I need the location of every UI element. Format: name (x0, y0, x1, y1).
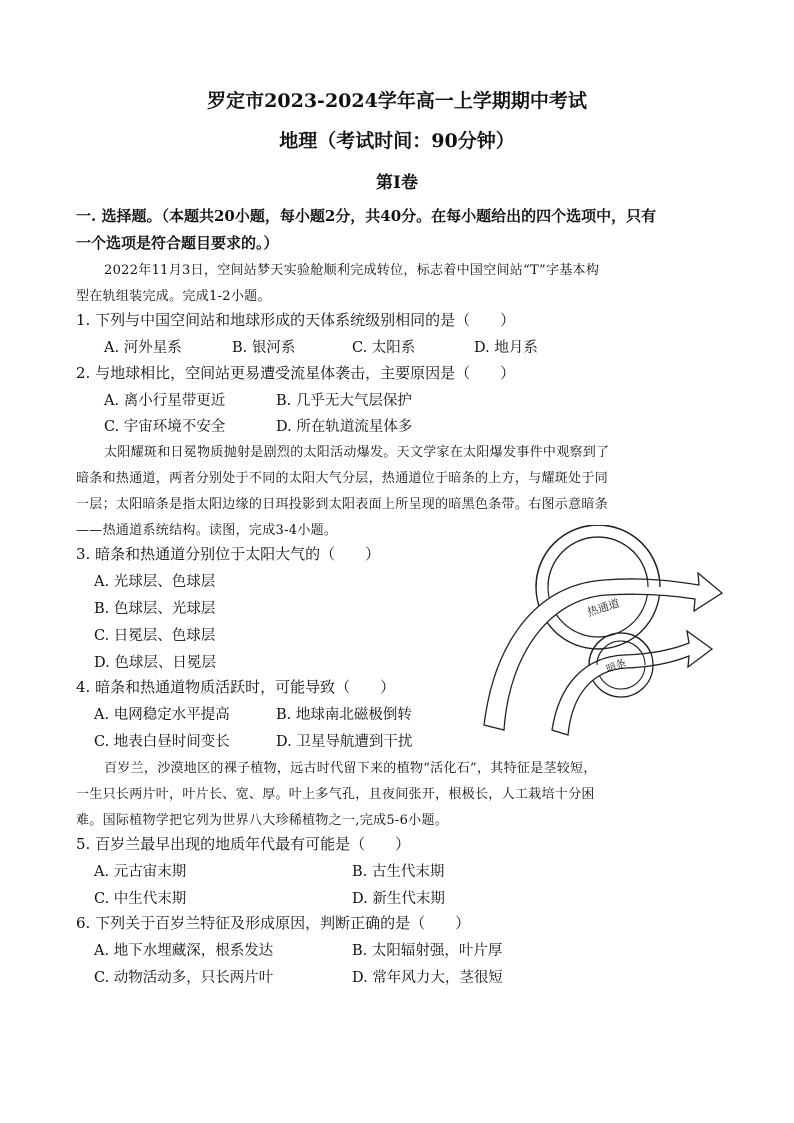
q6-option-d: D. 常年风力大，茎很短 (352, 970, 503, 986)
q2-option-a: A. 离小行星带更近 (104, 393, 226, 409)
q4-stem: 4. 暗条和热通道物质活跃时，可能导致（ ） (76, 678, 396, 696)
q5-option-d: D. 新生代末期 (352, 891, 445, 907)
section-instruction-line1: 一. 选择题。（本题共20小题，每小题2分，共40分。在每小题给出的四个选项中，只有 (76, 207, 657, 225)
q2-option-d: D. 所在轨道流星体多 (276, 419, 413, 435)
material2-line4: ——热通道系统结构。读图，完成3-4小题。 (76, 523, 338, 538)
q2-option-b: B. 几乎无大气层保护 (276, 393, 412, 409)
dark-filament-hot-channel-diagram (474, 525, 724, 740)
q6-option-c: C. 动物活动多，只长两片叶 (94, 970, 274, 986)
dark-filament-label: 暗条 (605, 657, 628, 676)
material1-line2: 型在轨组装完成。完成1-2小题。 (76, 289, 271, 304)
q4-option-a: A. 电网稳定水平提高 (94, 707, 230, 723)
q4-option-d: D. 卫星导航遭到干扰 (276, 734, 413, 750)
hot-channel-label: 热通道 (585, 596, 622, 620)
material2-line3: 一层；太阳暗条是指太阳边缘的日珥投影到太阳表面上所呈现的暗黑色条带。右图示意暗条 (76, 497, 609, 512)
q1-option-a: A. 河外星系 (104, 340, 182, 356)
material3-line2: 一生只长两片叶，叶片长、宽、厚。叶上多气孔，且夜间张开，根极长，人工栽培十分困 (76, 787, 595, 802)
q3-stem: 3. 暗条和热通道分别位于太阳大气的（ ） (76, 545, 381, 563)
q6-option-a: A. 地下水埋藏深，根系发达 (94, 943, 274, 959)
material1-line1: 2022年11月3日，空间站梦天实验舱顺利完成转位，标志着中国空间站“T”字基本构 (104, 263, 600, 278)
q3-option-d: D. 色球层、日冕层 (94, 655, 216, 671)
q5-option-b: B. 古生代末期 (352, 864, 445, 880)
section-instruction-line2: 一个选项是符合题目要求的。） (76, 234, 279, 252)
q3-option-a: A. 光球层、色球层 (94, 574, 216, 590)
material3-line3: 难。国际植物学把它列为世界八大珍稀植物之一,完成5-6小题。 (76, 813, 449, 828)
material2-line1: 太阳耀斑和日冕物质抛射是剧烈的太阳活动爆发。天文学家在太阳爆发事件中观察到了 (104, 445, 610, 460)
q5-option-c: C. 中生代末期 (94, 891, 187, 907)
q1-option-c: C. 太阳系 (352, 340, 416, 356)
q4-option-b: B. 地球南北磁极倒转 (276, 707, 412, 723)
q1-option-b: B. 银河系 (232, 340, 296, 356)
q6-option-b: B. 太阳辐射强，叶片厚 (352, 943, 503, 959)
material2-line2: 暗条和热通道，两者分别处于不同的太阳大气分层，热通道位于暗条的上方，与耀斑处于同 (76, 471, 609, 486)
q4-option-c: C. 地表白昼时间变长 (94, 734, 230, 750)
q1-option-d: D. 地月系 (474, 340, 538, 356)
exam-subtitle: 地理（考试时间：90分钟） (279, 130, 515, 152)
q5-stem: 5. 百岁兰最早出现的地质年代最有可能是（ ） (76, 835, 411, 853)
q1-stem: 1. 下列与中国空间站和地球形成的天体系统级别相同的是（ ） (76, 311, 516, 329)
volume-heading: 第I卷 (376, 173, 418, 193)
material3-line1: 百岁兰，沙漠地区的裸子植物，远古时代留下来的植物“活化石”，其特征是茎较短， (104, 761, 597, 776)
exam-title: 罗定市2023-2024学年高一上学期期中考试 (207, 90, 587, 112)
q3-option-c: C. 日冕层、色球层 (94, 628, 216, 644)
q6-stem: 6. 下列关于百岁兰特征及形成原因，判断正确的是（ ） (76, 914, 471, 932)
q2-stem: 2. 与地球相比，空间站更易遭受流星体袭击，主要原因是（ ） (76, 364, 516, 382)
q5-option-a: A. 元古宙末期 (94, 864, 187, 880)
dark-filament-band (552, 631, 712, 735)
q2-option-c: C. 宇宙环境不安全 (104, 419, 226, 435)
q3-option-b: B. 色球层、光球层 (94, 601, 216, 617)
